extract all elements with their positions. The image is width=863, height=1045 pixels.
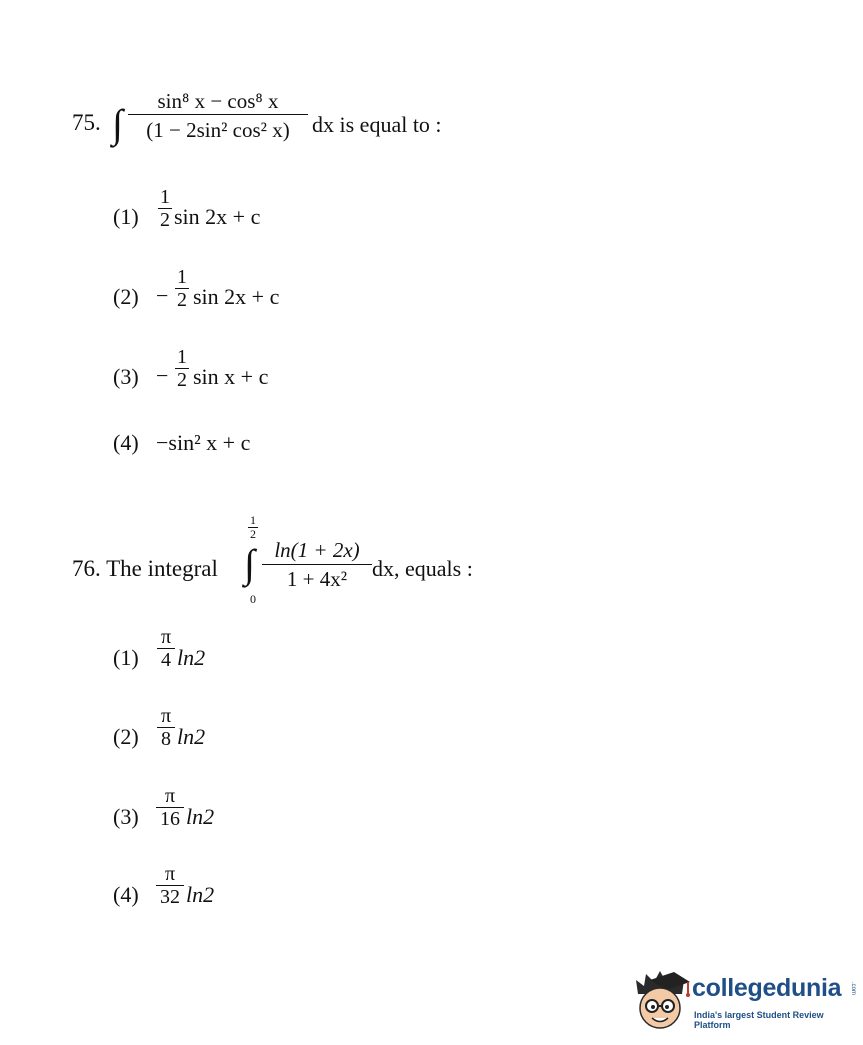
option-expression: ln2 <box>177 645 206 670</box>
option-fraction: 1 2 <box>160 186 170 231</box>
option-label: (3) <box>113 804 139 829</box>
question-tail: dx, equals : <box>372 556 473 581</box>
option-fraction: π 32 <box>156 863 184 908</box>
option-expression: sin 2x + c <box>174 204 261 229</box>
integrand-fraction <box>128 88 308 145</box>
lower-limit: 0 <box>250 592 256 606</box>
logo-tagline: India's largest Student Review Platform <box>694 1010 824 1030</box>
option-sign: − <box>156 283 169 308</box>
option-label: (1) <box>113 645 139 670</box>
option-expression: ln2 <box>186 804 215 829</box>
option-fraction: π 4 <box>157 626 175 671</box>
option-label: (1) <box>113 204 139 229</box>
option-label: (4) <box>113 430 139 455</box>
option-expression: sin 2x + c <box>193 284 280 309</box>
question-tail: dx is equal to : <box>312 112 442 137</box>
option-label: (2) <box>113 284 139 309</box>
integrand-denominator: 1 + 4x² <box>286 567 348 591</box>
option-fraction: 1 2 <box>177 346 187 391</box>
option-sign: − <box>156 363 169 388</box>
option-expression: ln2 <box>186 882 215 907</box>
integrand-numerator: sin⁸ x − cos⁸ x <box>157 89 279 113</box>
logo-name: collegedunia <box>692 974 842 1002</box>
option-fraction: 1 2 <box>177 266 187 311</box>
option-expression: sin x + c <box>193 364 269 389</box>
question-text: 76. The integral <box>72 556 218 581</box>
collegedunia-logo[interactable] <box>630 968 858 1034</box>
option-fraction: π 16 <box>156 785 184 830</box>
student-mascot-icon <box>630 968 692 1034</box>
integral-sign: ∫ <box>112 101 123 146</box>
upper-limit: 1 2 <box>250 513 256 541</box>
option-fraction: π 8 <box>157 705 175 750</box>
option-expression: ln2 <box>177 724 206 749</box>
option-label: (3) <box>113 364 139 389</box>
question-number: 75. <box>72 110 101 135</box>
logo-suffix: .com <box>850 982 856 996</box>
integrand-numerator: ln(1 + 2x) <box>274 538 360 562</box>
option-expression: −sin² x + c <box>156 430 251 455</box>
option-label: (2) <box>113 724 139 749</box>
integral-sign: ∫ <box>244 541 255 586</box>
integrand-fraction <box>262 536 372 593</box>
integrand-denominator: (1 − 2sin² cos² x) <box>146 118 290 142</box>
option-label: (4) <box>113 882 139 907</box>
